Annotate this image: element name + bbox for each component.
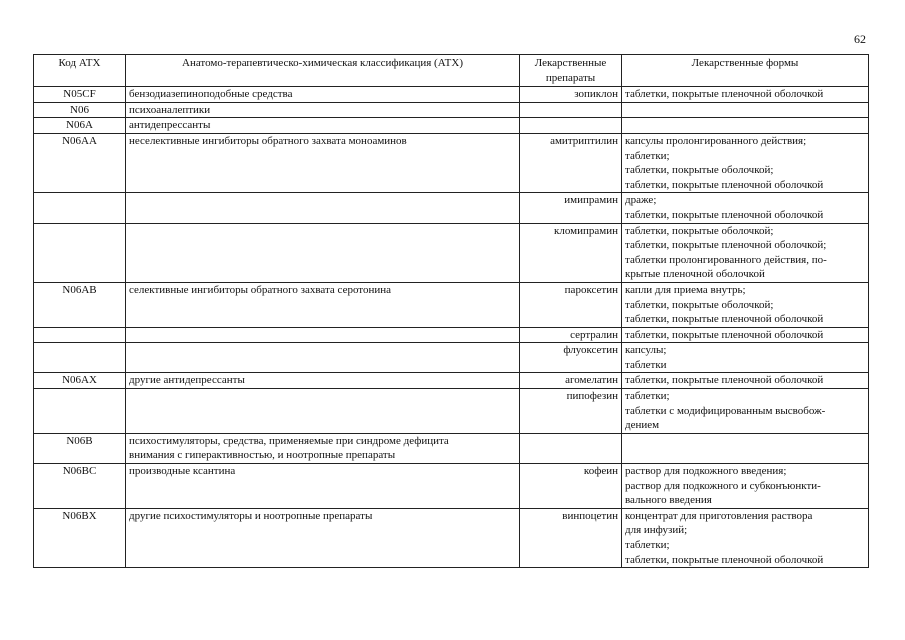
drug-cell: кофеин (520, 464, 622, 509)
header-dosage-forms (622, 55, 869, 87)
table-row (34, 389, 869, 434)
dosage-form-line: капсулы; (625, 344, 667, 357)
classification-cell (126, 373, 520, 389)
classification-line: селективные ингибиторы обратного захвата серотонина (129, 283, 392, 296)
dosage-form-line: таблетки, покрытые пленочной оболочкой (625, 313, 824, 326)
drug-cell: сертралин (520, 327, 622, 343)
header-line: препараты (545, 71, 596, 84)
classification-line: внимания с гиперактивностью, и ноотропные препараты (129, 449, 396, 462)
dosage-form-line: таблетки, покрытые оболочкой; (625, 224, 774, 237)
dosage-form-line: капли для приема внутрь; (625, 283, 746, 296)
dosage-form-line: таблетки, покрытые пленочной оболочкой (625, 374, 824, 387)
table-row (34, 282, 869, 327)
atx-code-cell: N06AX (34, 373, 126, 389)
dosage-forms-cell (622, 389, 869, 434)
atx-code-cell (34, 193, 126, 223)
classification-line: психостимуляторы, средства, применяемые при синдроме дефицита (129, 434, 449, 447)
classification-cell (126, 102, 520, 118)
header-line: Лекарственные (534, 57, 607, 69)
table-row (34, 87, 869, 103)
header-atx-code (34, 55, 126, 87)
atx-code-cell: N05CF (34, 87, 126, 103)
table-row (34, 327, 869, 343)
dosage-form-line: раствор для подкожного и субконъюнкти- (625, 479, 821, 492)
dosage-form-line: раствор для подкожного введения; (625, 465, 787, 478)
table-row (34, 193, 869, 223)
classification-line: другие антидепрессанты (129, 374, 245, 387)
drug-cell: агомелатин (520, 373, 622, 389)
dosage-forms-cell (622, 87, 869, 103)
dosage-form-line: вального введения (625, 494, 712, 507)
dosage-form-line: таблетки, покрытые оболочкой; (625, 164, 774, 177)
classification-cell (126, 327, 520, 343)
classification-line: психоаналептики (129, 103, 211, 116)
dosage-forms-cell (622, 464, 869, 509)
atx-code-cell (34, 343, 126, 373)
dosage-form-line: таблетки, покрытые оболочкой; (625, 298, 774, 311)
atx-code-cell (34, 389, 126, 434)
drug-cell: винпоцетин (520, 508, 622, 567)
atx-code-cell: N06BX (34, 508, 126, 567)
atx-code-cell: N06B (34, 433, 126, 463)
table-row (34, 464, 869, 509)
classification-cell (126, 389, 520, 434)
atx-code-cell (34, 327, 126, 343)
classification-cell (126, 87, 520, 103)
atx-code-cell: N06BC (34, 464, 126, 509)
atx-code-cell: N06AA (34, 133, 126, 192)
dosage-form-line: таблетки, покрытые пленочной оболочкой (625, 178, 824, 191)
dosage-forms-cell (622, 102, 869, 118)
header-line: Анатомо-терапевтическо-химическая классификация (АТХ) (182, 57, 463, 69)
dosage-forms-cell (622, 508, 869, 567)
table-row (34, 102, 869, 118)
dosage-form-line: таблетки с модифицированным высвобож- (625, 404, 826, 417)
table-row (34, 133, 869, 192)
dosage-form-line: таблетки; (625, 539, 670, 551)
dosage-form-line: таблетки, покрытые пленочной оболочкой (625, 208, 824, 221)
page-number: 62 (854, 32, 866, 46)
atx-classification-table (33, 54, 869, 568)
drug-cell (520, 102, 622, 118)
atx-code-cell (34, 223, 126, 282)
table-header-row (34, 55, 869, 87)
atx-code-cell: N06 (34, 102, 126, 118)
dosage-forms-cell (622, 133, 869, 192)
dosage-forms-cell (622, 327, 869, 343)
classification-cell (126, 343, 520, 373)
table-row (34, 223, 869, 282)
classification-cell (126, 223, 520, 282)
header-atx-classification (126, 55, 520, 87)
classification-cell (126, 508, 520, 567)
table-row (34, 373, 869, 389)
dosage-form-line: таблетки (625, 358, 667, 371)
atx-code-cell: N06A (34, 118, 126, 134)
drug-cell: зопиклон (520, 87, 622, 103)
classification-line: антидепрессанты (129, 119, 211, 132)
drug-cell: имипрамин (520, 193, 622, 223)
dosage-form-line: драже; (625, 194, 657, 207)
dosage-form-line: таблетки, покрытые пленочной оболочкой (625, 88, 824, 101)
dosage-form-line: таблетки пролонгированного действия, по- (625, 253, 827, 266)
table-row (34, 433, 869, 463)
dosage-forms-cell (622, 373, 869, 389)
dosage-form-line: капсулы пролонгированного действия; (625, 134, 807, 147)
drug-cell: пипофезин (520, 389, 622, 434)
table-row (34, 343, 869, 373)
drug-cell: амитриптилин (520, 133, 622, 192)
dosage-form-line: таблетки, покрытые пленочной оболочкой (625, 553, 824, 566)
dosage-form-line: дением (625, 419, 660, 432)
dosage-form-line: крытые пленочной оболочкой (625, 268, 765, 281)
classification-line: бензодиазепиноподобные средства (129, 88, 293, 101)
drug-cell: пароксетин (520, 282, 622, 327)
header-line: Код АТХ (58, 57, 101, 69)
dosage-form-line: концентрат для приготовления раствора (625, 509, 813, 522)
dosage-form-line: таблетки, покрытые пленочной оболочкой; (625, 239, 827, 252)
dosage-forms-cell (622, 433, 869, 463)
classification-cell (126, 193, 520, 223)
dosage-form-line: для инфузий; (625, 524, 688, 537)
table-row (34, 508, 869, 567)
drug-cell (520, 118, 622, 134)
classification-line: другие психостимуляторы и ноотропные препараты (129, 509, 373, 522)
drug-cell (520, 433, 622, 463)
dosage-forms-cell (622, 118, 869, 134)
classification-cell (126, 282, 520, 327)
classification-cell (126, 433, 520, 463)
dosage-form-line: таблетки; (625, 149, 670, 162)
dosage-form-line: таблетки, покрытые пленочной оболочкой (625, 328, 824, 341)
header-line: Лекарственные формы (691, 57, 799, 69)
drug-cell: флуоксетин (520, 343, 622, 373)
table-row (34, 118, 869, 134)
classification-cell (126, 133, 520, 192)
header-drugs (520, 55, 622, 87)
classification-line: производные ксантина (129, 465, 236, 478)
classification-cell (126, 464, 520, 509)
dosage-forms-cell (622, 223, 869, 282)
drug-cell: кломипрамин (520, 223, 622, 282)
dosage-forms-cell (622, 282, 869, 327)
classification-line: неселективные ингибиторы обратного захвата моноаминов (129, 134, 407, 147)
dosage-forms-cell (622, 193, 869, 223)
atx-code-cell: N06AB (34, 282, 126, 327)
table-body (34, 87, 869, 568)
dosage-form-line: таблетки; (625, 390, 670, 403)
dosage-forms-cell (622, 343, 869, 373)
classification-cell (126, 118, 520, 134)
